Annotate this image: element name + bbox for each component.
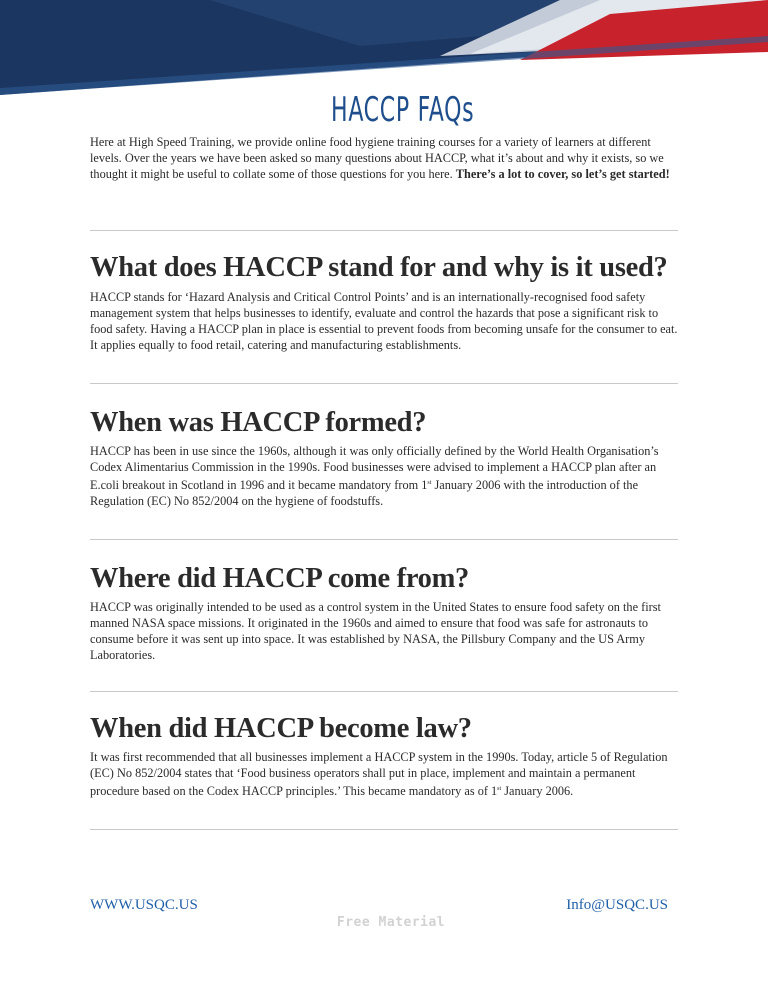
section-divider [90,691,678,692]
section-heading-law: When did HACCP become law? [90,713,472,744]
section-heading-formed: When was HACCP formed? [90,407,427,438]
section-body-origin: HACCP was originally intended to be used as a control system in the United States to ensure food safety on the first manned NASA space missions. It originated in the 1960s and aimed to ensure that food was safe for astronauts to consume before it was sent up into space. It was established by NASA, the Pillsbury Company and the US Army Laboratories. [90,600,661,662]
section-divider [90,230,678,231]
section-body-meaning: HACCP stands for ‘Hazard Analysis and Critical Control Points’ and is an internationally-recognised food safety management system that helps businesses to identify, evaluate and control the hazards that pose a significant risk to food safety. Having a HACCP plan in place is essential to prevent foods from becoming unsafe for the consumer to eat. It applies equally to food retail, catering and manufacturing establishments. [90,290,678,352]
email-link[interactable]: Info@USQC.US [566,897,668,913]
header-banner [0,0,768,95]
document-body [90,134,678,830]
intro-emphasis: There’s a lot to cover, so let’s get started! [455,167,670,181]
section-body-law: It was first recommended that all businesses implement a HACCP system in the 1990s. Today, article 5 of Regulation (EC) No 852/2004 states that ‘Food business operators shall put in place, implement and maintain a permanent procedure based on the Codex HACCP principles.’ This became mandatory as of 1st January 2006. [90,750,668,798]
section-heading-meaning: What does HACCP stand for and why is it used? [90,252,668,283]
website-link[interactable]: WWW.USQC.US [90,897,198,913]
section-body-formed: HACCP has been in use since the 1960s, although it was only officially defined by the World Health Organisation’s Codex Alimentarius Commission in the 1990s. Food businesses were advised to implement a HACCP plan after an E.coli breakout in Scotland in 1996 and it became mandatory from 1st January 2006 with the introduction of the Regulation (EC) No 852/2004 on the hygiene of foodstuffs. [90,444,659,508]
free-material-watermark: Free Material [336,915,446,930]
intro-paragraph: Here at High Speed Training, we provide online food hygiene training courses for a variety of learners at different levels. Over the years we have been asked so many questions about HACCP, what it’s about and why it exists, so we thought it might be useful to collate some of those questions for you here. There’s a lot to cover, so let’s get started! [90,135,670,181]
page-title: HACCP FAQs [331,90,475,130]
section-divider [90,383,678,384]
section-divider [90,829,678,830]
section-divider [90,539,678,540]
section-heading-origin: Where did HACCP come from? [90,563,470,594]
